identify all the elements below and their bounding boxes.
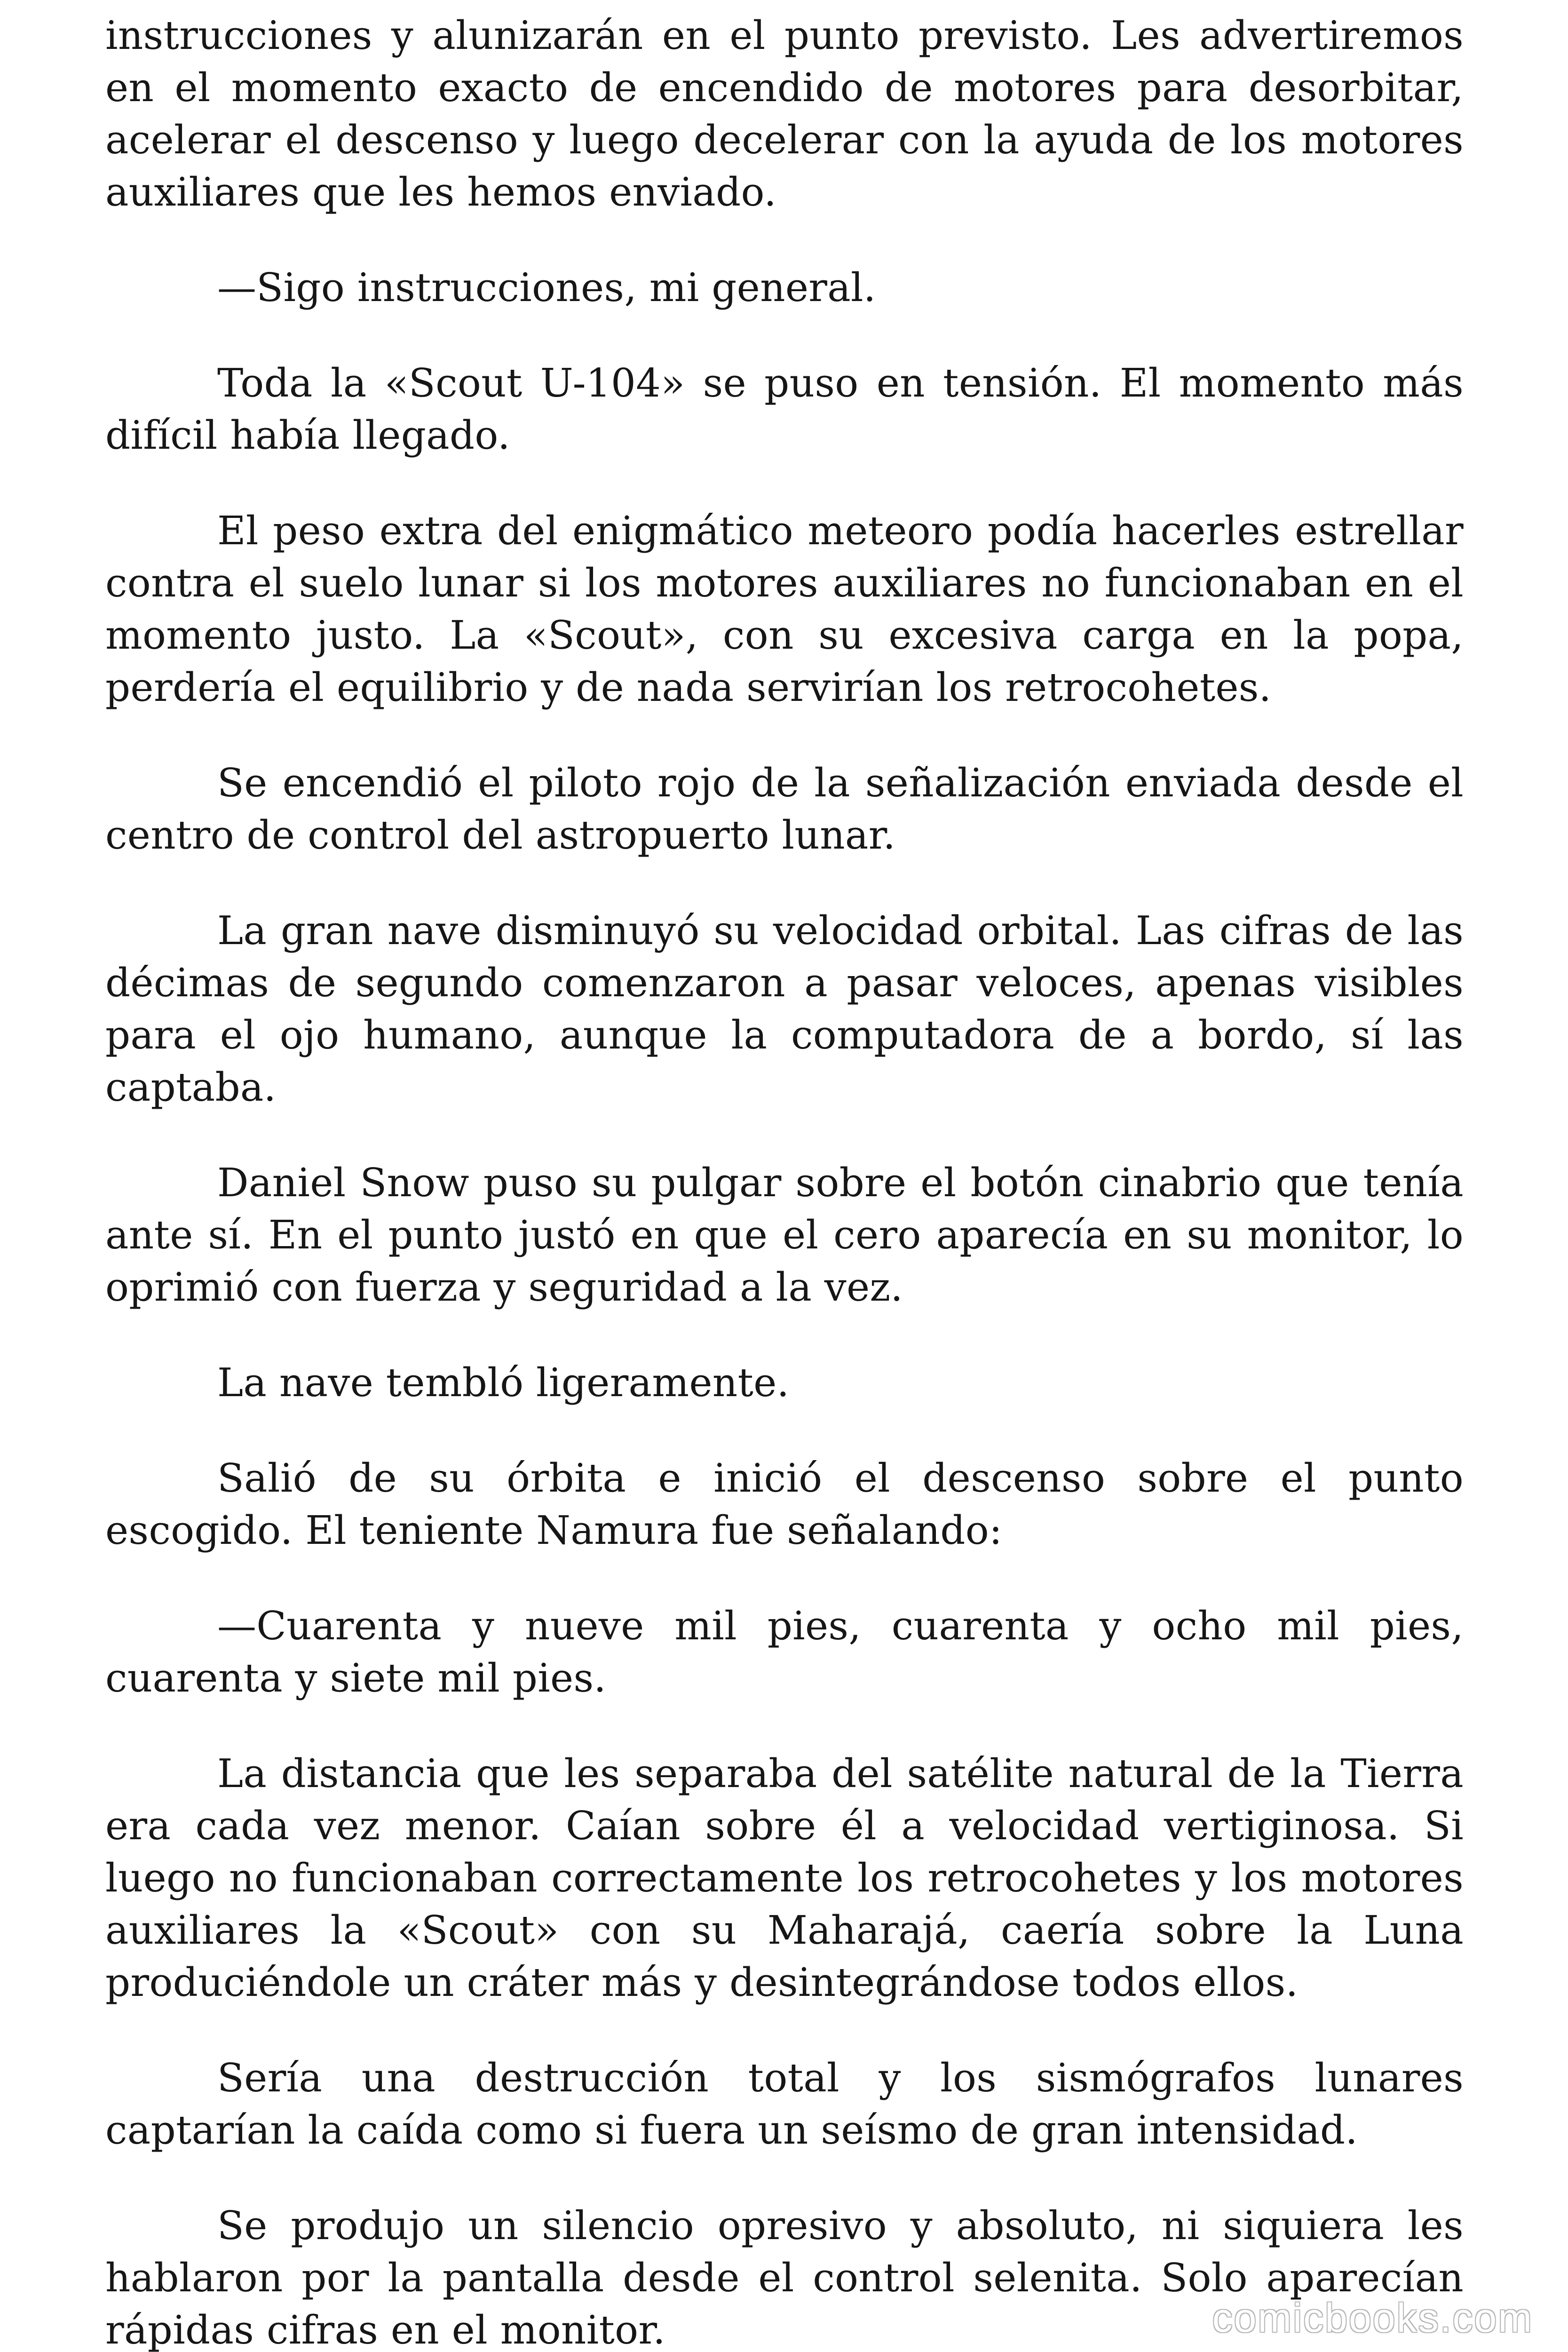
paragraph: Daniel Snow puso su pulgar sobre el botón cinabrio que tenía ante sí. En el punto justó en que el cero aparecía en su monitor, lo oprimió con fuerza y seguridad a la vez.: [105, 1160, 1464, 1310]
paragraph: —Cuarenta y nueve mil pies, cuarenta y ocho mil pies, cuarenta y siete mil pies.: [105, 1603, 1464, 1701]
paragraph: Salió de su órbita e inició el descenso sobre el punto escogido. El teniente Namura fue señalando:: [105, 1455, 1464, 1553]
paragraph: Sería una destrucción total y los sismógrafos lunares captarían la caída como si fuera un seísmo de gran intensidad.: [105, 2055, 1464, 2153]
paragraph: La distancia que les separaba del satélite natural de la Tierra era cada vez menor. Caían sobre él a velocidad vertiginosa. Si luego no funcionaban correctamente los retrocohetes y los motores auxiliares la «Scout» con su Maharajá, caería sobre la Luna produciéndole un cráter más y desintegrándose todos ellos.: [105, 1751, 1464, 2005]
document-page: [105, 9, 1464, 2352]
paragraph: Se produjo un silencio opresivo y absoluto, ni siquiera les hablaron por la pantalla desde el control selenita. Solo aparecían rápidas cifras en el monitor.: [105, 2203, 1464, 2352]
paragraph: La gran nave disminuyó su velocidad orbital. Las cifras de las décimas de segundo comenzaron a pasar veloces, apenas visibles para el ojo humano, aunque la computadora de a bordo, sí las captaba.: [105, 908, 1464, 1110]
watermark: comicbooks.com: [1212, 2296, 1533, 2341]
paragraph: —Sigo instrucciones, mi general.: [217, 265, 876, 310]
paragraph: El peso extra del enigmático meteoro podía hacerles estrellar contra el suelo lunar si los motores auxiliares no funcionaban en el momento justo. La «Scout», con su excesiva carga en la popa, perdería el equilibrio y de nada servirían los retrocohetes.: [105, 508, 1464, 710]
paragraph: Se encendió el piloto rojo de la señalización enviada desde el centro de control del astropuerto lunar.: [105, 760, 1464, 858]
paragraph: instrucciones y alunizarán en el punto previsto. Les advertiremos en el momento exacto de encendido de motores para desorbitar, acelerar el descenso y luego decelerar con la ayuda de los motores auxiliares que les hemos enviado.: [105, 13, 1464, 215]
paragraph: La nave tembló ligeramente.: [217, 1360, 790, 1406]
paragraph: Toda la «Scout U-104» se puso en tensión. El momento más difícil había llegado.: [105, 360, 1464, 458]
